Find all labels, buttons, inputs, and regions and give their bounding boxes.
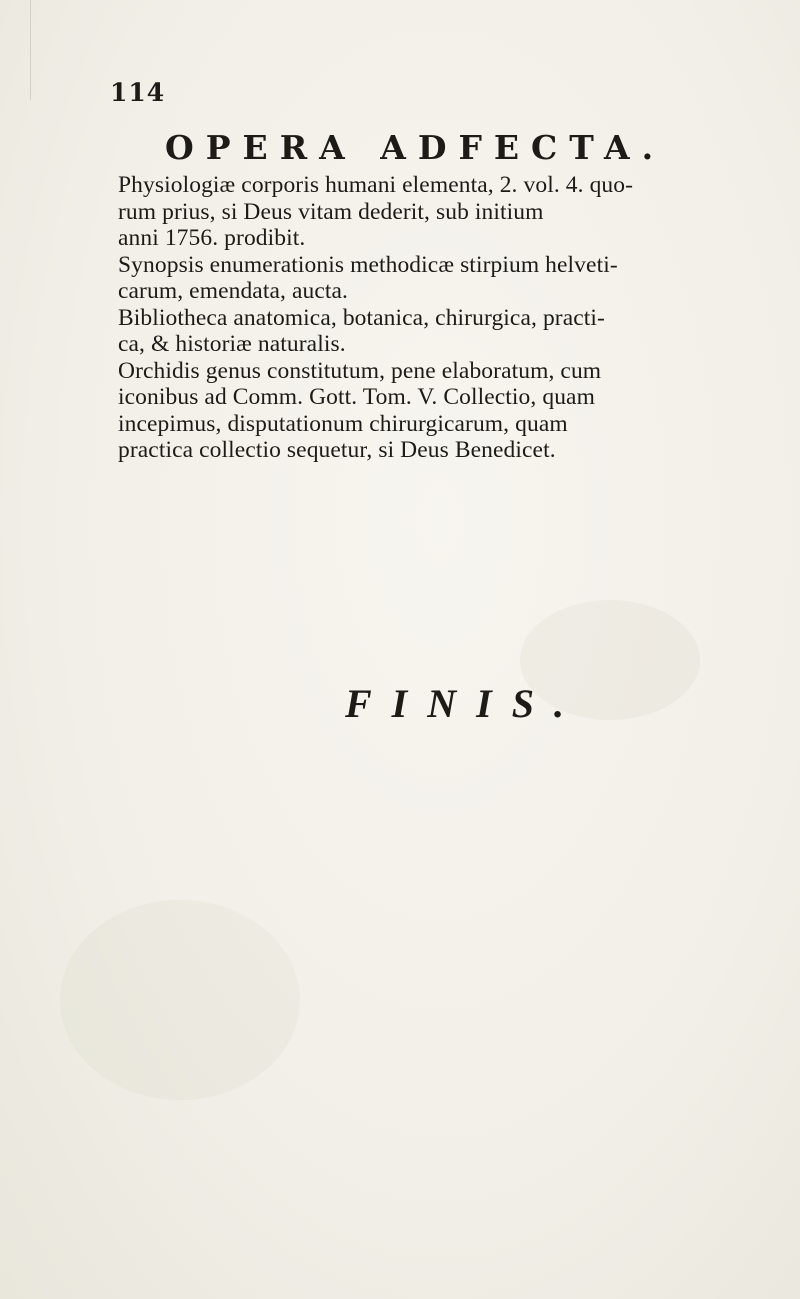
- text-line: carum, emendata, aucta.: [118, 278, 348, 304]
- text-line: Orchidis genus constitutum, pene elaboratum, cum: [118, 357, 602, 384]
- text-line: Synopsis enumerationis methodicæ stirpium helveti-: [118, 251, 618, 278]
- text-line: Physiologiæ corporis humani elementa, 2. vol. 4. quo-: [118, 172, 634, 198]
- text-line: rum prius, si Deus vitam dederit, sub initium: [118, 198, 544, 225]
- text-line: anni 1756. prodibit.: [118, 225, 306, 251]
- text-line: iconibus ad Comm. Gott. Tom. V. Collectio, quam: [118, 384, 595, 410]
- page-edge: [0, 0, 31, 100]
- finis-colophon: FINIS.: [345, 681, 584, 726]
- text-line: incepimus, disputationum chirurgicarum, quam: [118, 410, 568, 437]
- paper-stain: [60, 900, 300, 1100]
- text-line: Bibliotheca anatomica, botanica, chirurgica, practi-: [118, 304, 605, 331]
- text-line: practica collectio sequetur, si Deus Benedicet.: [118, 437, 556, 463]
- text-line: ca, & historiæ naturalis.: [118, 331, 346, 357]
- running-head: OPERA ADFECTA.: [165, 128, 666, 167]
- list-of-works: [118, 172, 718, 464]
- page-number: 114: [110, 78, 166, 107]
